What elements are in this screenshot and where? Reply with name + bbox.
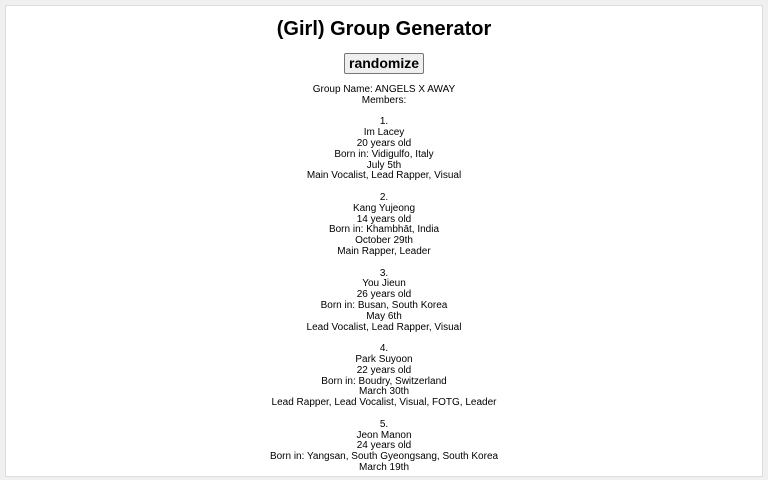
member-block xyxy=(6,344,762,420)
member-name: You Jieun xyxy=(362,278,406,290)
member-name: Jeon Manon xyxy=(356,429,412,441)
randomize-button[interactable]: randomize xyxy=(344,53,424,74)
group-name: Group Name: ANGELS X AWAY xyxy=(312,84,456,95)
member-birthday: July 5th xyxy=(366,159,402,171)
member-age: 22 years old xyxy=(356,364,412,376)
member-birthplace: Born in: Khambhāt, India xyxy=(328,224,440,236)
member-number: 4. xyxy=(379,343,389,355)
member-name: Kang Yujeong xyxy=(352,202,416,214)
group-output xyxy=(6,85,762,474)
member-birthday: October 29th xyxy=(355,235,413,247)
member-age: 24 years old xyxy=(356,440,412,452)
member-number: 5. xyxy=(379,418,389,430)
member-birthday: May 6th xyxy=(366,310,402,322)
member-positions: Main Rapper, Leader xyxy=(337,245,431,257)
member-age: 14 years old xyxy=(356,213,412,225)
member-birthday: March 19th xyxy=(358,461,410,473)
spacer xyxy=(6,258,762,269)
member-number: 1. xyxy=(379,116,389,128)
member-positions: Lead Vocalist, Lead Rapper, Visual xyxy=(306,321,462,333)
member-block xyxy=(6,269,762,345)
member-block xyxy=(6,117,762,193)
members-label: Members: xyxy=(361,94,407,106)
member-positions: Main Vocalist, Lead Rapper, Visual xyxy=(306,170,462,182)
member-block xyxy=(6,420,762,474)
member-age: 26 years old xyxy=(356,289,412,301)
member-block xyxy=(6,193,762,269)
member-age: 20 years old xyxy=(356,137,412,149)
member-birthplace: Born in: Busan, South Korea xyxy=(320,299,448,311)
member-birthplace: Born in: Boudry, Switzerland xyxy=(321,375,447,387)
member-birthplace: Born in: Vidigulfo, Italy xyxy=(334,148,434,160)
member-birthday: March 30th xyxy=(358,386,410,398)
member-positions: Lead Rapper, Lead Vocalist, Visual, FOTG, Leader xyxy=(271,397,497,409)
member-name: Im Lacey xyxy=(363,127,405,139)
member-number: 2. xyxy=(379,191,389,203)
member-name: Park Suyoon xyxy=(355,353,413,365)
page-frame xyxy=(5,5,763,477)
page-title: (Girl) Group Generator xyxy=(276,18,492,40)
member-birthplace: Born in: Yangsan, South Gyeongsang, South Korea xyxy=(269,451,499,463)
member-number: 3. xyxy=(379,267,389,279)
